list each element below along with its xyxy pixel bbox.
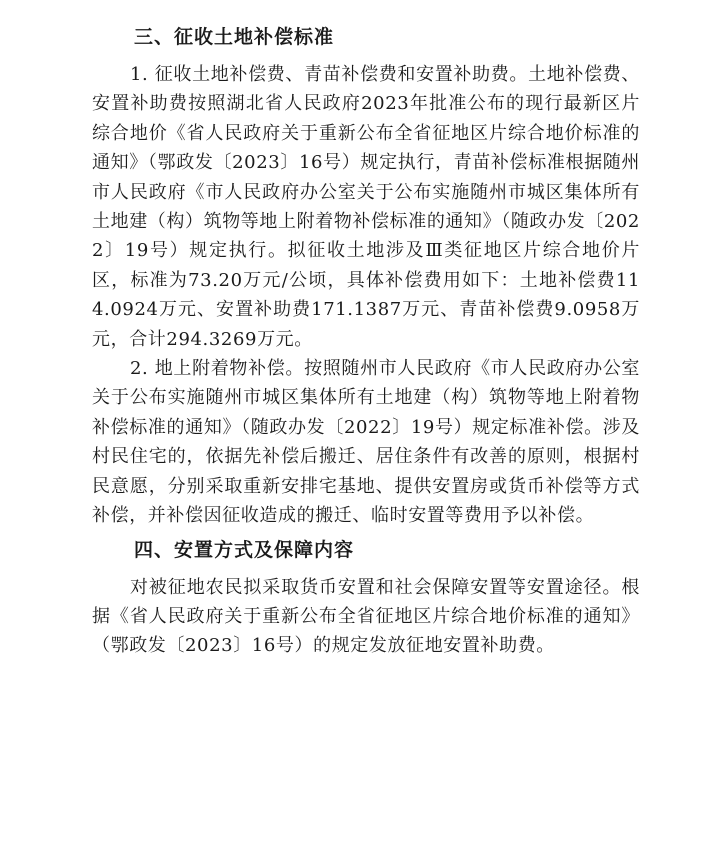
section-heading-compensation-standard: 三、征收土地补偿标准 [134,26,335,48]
section-heading-resettlement: 四、安置方式及保障内容 [134,538,355,561]
paragraph-attachment-compensation: 2. 地上附着物补偿。按照随州市人民政府《市人民政府办公室关于公布实施随州市城区集体所有土地建（构）筑物等地上附着物补偿标准的通知》（随政办发〔2022〕19号）规定标准补偿。涉及村民住宅的，依据先补偿后搬迁、居住条件有改善的原则，根据村民意愿，分别采取重新安排宅基地、提供安置房或货币补偿等方式补偿，并补偿因征收造成的搬迁、临时安置等费用予以补偿。 [92,358,640,527]
paragraph-resettlement-method: 对被征地农民拟采取货币安置和社会保障安置等安置途径。根据《省人民政府关于重新公布全省征地区片综合地价标准的通知》（鄂政发〔2023〕16号）的规定发放征地安置补助费。 [92,576,640,657]
paragraph-land-compensation: 1. 征收土地补偿费、青苗补偿费和安置补助费。土地补偿费、安置补助费按照湖北省人民政府2023年批准公布的现行最新区片综合地价《省人民政府关于重新公布全省征地区片综合地价标准的通知》（鄂政发〔2023〕16号）规定执行，青苗补偿标准根据随州市人民政府《市人民政府办公室关于公布实施随州市城区集体所有土地建（构）筑物等地上附着物补偿标准的通知》（随政办发〔2022〕19号）规定执行。拟征收土地涉及Ⅲ类征地区片综合地价片区，标准为73.20万元/公顷，具体补偿费用如下：土地补偿费114.0924万元、安置补助费171.1387万元、青苗补偿费9.0958万元，合计294.3269万元。 [92,64,640,350]
document-page [92,22,640,661]
